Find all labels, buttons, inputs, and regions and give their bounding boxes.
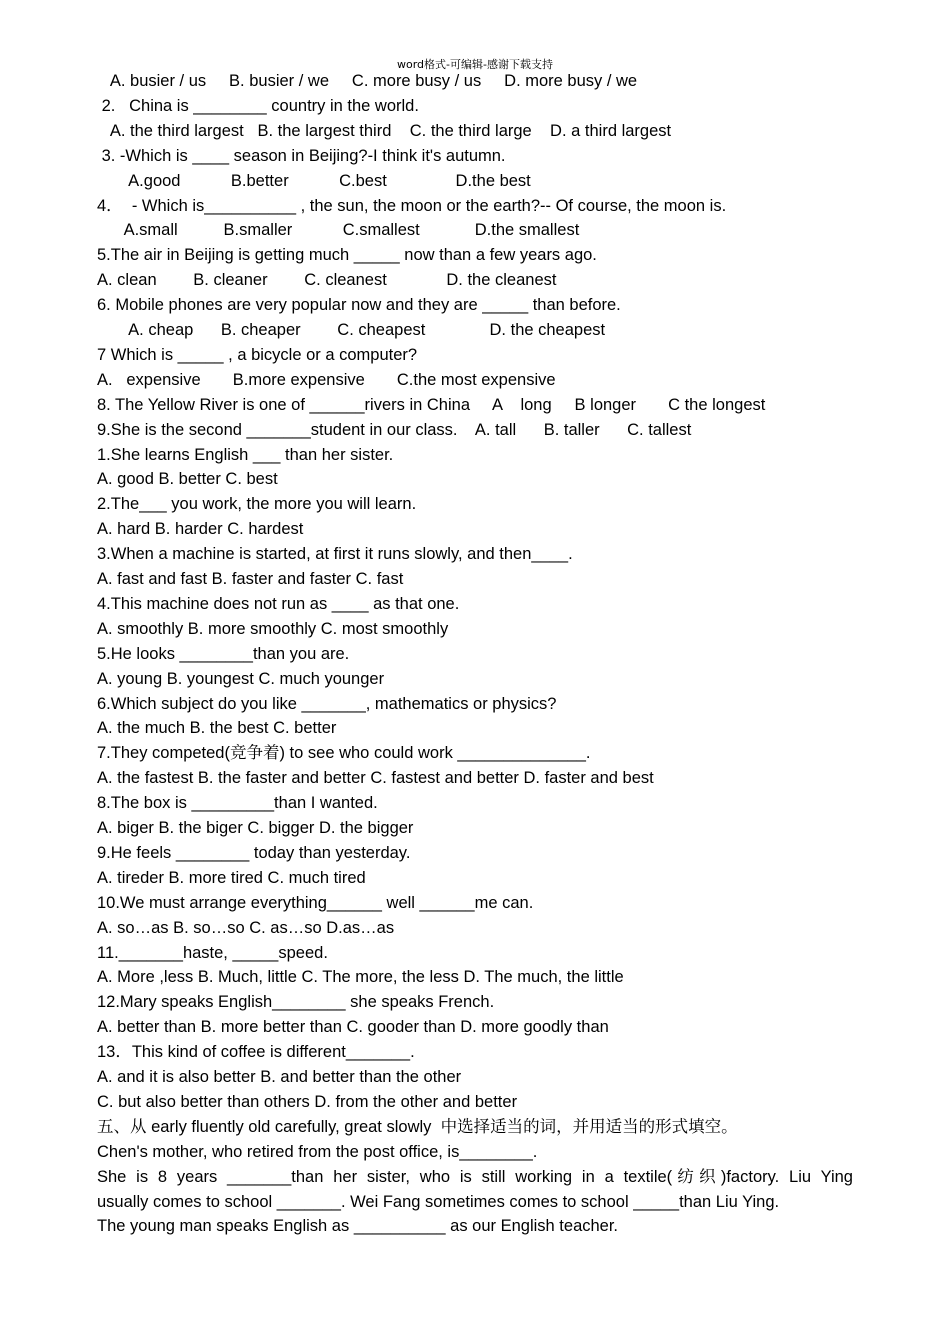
text-line: A. biger B. the biger C. bigger D. the bigger [97,819,414,837]
text-line: Chen's mother, who retired from the post office, is________. [97,1142,538,1161]
text-line: 4． - Which is__________ , the sun, the moon or the earth?-- Of course, the moon is. [97,196,727,215]
text-line: A. cheap B. cheaper C. cheapest D. the cheapest [97,321,606,339]
text-line: 5.The air in Beijing is getting much _____ now than a few years ago. [97,246,597,265]
text-line: 6. Mobile phones are very popular now and they are _____ than before. [97,296,621,315]
text-line: 12.Mary speaks English________ she speaks French. [97,993,495,1012]
text-line: A. so…as B. so…so C. as…so D.as…as [97,918,395,937]
text-line: A. clean B. cleaner C. cleanest D. the cleanest [97,271,557,290]
text-line: A. the third largest B. the largest third C. the third large D. a third largest [97,121,672,140]
text-line: 13．This kind of coffee is different_______. [97,1043,415,1062]
text-line: A. smoothly B. more smoothly C. most smoothly [97,619,449,638]
text-line: A. busier / us B. busier / we C. more busy / us D. more busy / we [97,72,638,90]
text-line: 10.We must arrange everything______ well ______me can. [97,893,534,912]
text-line: She is 8 years _______than her sister, who is still working in a textile(纺织)factory. Liu Ying [97,1167,853,1186]
text-line: A.good B.better C.best D.the best [97,171,531,190]
text-line: 8. The Yellow River is one of ______rivers in China A long B longer C the longest [97,395,766,414]
text-line: 6.Which subject do you like _______, mathematics or physics? [97,694,557,713]
text-line: 3. -Which is ____ season in Beijing?-I think it's autumn. [97,146,506,165]
text-line: A. and it is also better B. and better than the other [97,1068,462,1086]
text-line: C. but also better than others D. from the other and better [97,1092,518,1111]
text-line: 5.He looks ________than you are. [97,644,350,663]
text-line: 7 Which is _____ , a bicycle or a computer? [97,345,418,364]
text-line: 7.They competed(竞争着) to see who could work ______________. [97,744,591,763]
text-line: A. better than B. more better than C. gooder than D. more goodly than [97,1018,609,1037]
text-line: A. tireder B. more tired C. much tired [97,868,366,887]
text-line: A. young B. youngest C. much younger [97,669,385,688]
text-line: A. the much B. the best C. better [97,719,337,738]
text-line: A. More ,less B. Much, little C. The more, the less D. The much, the little [97,968,624,987]
text-line: A. fast and fast B. faster and faster C. fast [97,570,404,588]
text-line: 11._______haste, _____speed. [97,943,328,962]
text-line: 4.This machine does not run as ____ as that one. [97,594,460,613]
text-line: The young man speaks English as __________ as our English teacher. [97,1217,619,1236]
text-line: A. good B. better C. best [97,470,278,489]
text-line: 1.She learns English ___ than her sister. [97,445,394,464]
text-line: 8.The box is _________than I wanted. [97,794,378,813]
text-line: 9.He feels ________ today than yesterday. [97,843,411,862]
text-line: A. expensive B.more expensive C.the most expensive [97,370,556,389]
text-line: 五、从 early fluently old carefully, great slowly 中选择适当的词，并用适当的形式填空。 [97,1117,738,1136]
text-line: A.small B.smaller C.smallest D.the smallest [97,221,580,240]
text-line: usually comes to school _______. Wei Fang sometimes comes to school _____than Liu Ying. [97,1192,780,1211]
text-line: 2. China is ________ country in the world. [97,96,419,115]
text-line: A. hard B. harder C. hardest [97,520,304,539]
text-line: A. the fastest B. the faster and better C. fastest and better D. faster and best [97,769,654,788]
text-line: 9.She is the second _______student in our class. A. tall B. taller C. tallest [97,420,692,439]
text-line: 3.When a machine is started, at first it runs slowly, and then____. [97,545,573,564]
page-header: word格式-可编辑-感谢下载支持 [397,58,553,71]
text-line: 2.The___ you work, the more you will learn. [97,495,417,514]
